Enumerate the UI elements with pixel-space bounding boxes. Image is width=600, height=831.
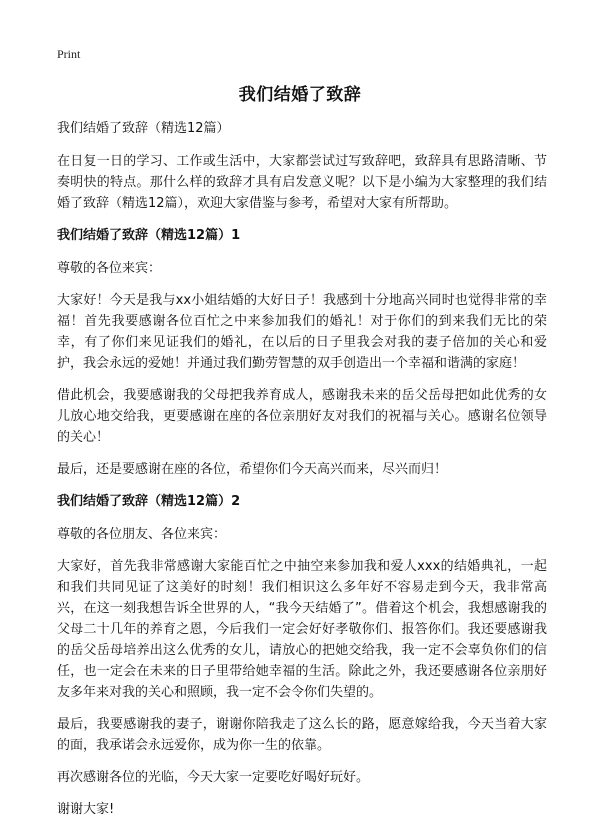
section-1-paragraph: 最后，还是要感谢在座的各位，希望你们今天高兴而来，尽兴而归！ xyxy=(57,462,448,477)
intro-paragraph: 在日复一日的学习、工作或生活中，大家都尝试过写致辞吧，致辞具有思路清晰、节奏明快的特点。那什么样的致辞才具有启发意义呢？以下是小编为大家整理的我们结婚了致辞（精选12篇），欢迎大家借鉴与参考，希望对大家有所帮助。 xyxy=(57,154,547,211)
section-2-paragraph: 大家好，首先我非常感谢大家能百忙之中抽空来参加我和爱人xxx的结婚典礼，一起和我们共同见证了这美好的时刻！我们相识这么多年好不容易走到今天，我非常高兴，在这一刻我想告诉全世界的人，“我今天结婚了”。借着这个机会，我想感谢我的父母二十几年的养育之恩，今后我们一定会好好孝敬你们、报答你们。我还要感谢我的岳父岳母培养出这么优秀的女儿，请放心的把她交给我，我一定不会辜负你们的信任，也一定会在未来的日子里带给她幸福的生活。除此之外，我还要感谢各位亲朋好友多年来对我的关心和照顾，我一定不会令你们失望的。 xyxy=(57,559,547,700)
section-2-paragraph: 谢谢大家! xyxy=(57,802,115,817)
section-2-paragraph: 再次感谢各位的光临，今天大家一定要吃好喝好玩好。 xyxy=(57,770,370,785)
section-1-paragraph: 大家好！今天是我与xx小姐结婚的大好日子！我感到十分地高兴同时也觉得非常的幸福！首先我要感谢各位百忙之中来参加我们的婚礼！对于你们的到来我们无比的荣幸，有了你们来见证我们的婚礼，在以后的日子里我会对我的妻子倍加的关心和爱护，我会永远的爱她！并通过我们勤劳智慧的双手创造出一个幸福和谐满的家庭！ xyxy=(57,293,547,371)
section-2-paragraph: 最后，我要感谢我的妻子，谢谢你陪我走了这么长的路，愿意嫁给我，今天当着大家的面，我承诺会永远爱你，成为你一生的依靠。 xyxy=(57,717,547,753)
print-link[interactable]: Print xyxy=(57,47,81,61)
section-heading-1: 我们结婚了致辞（精选12篇）1 xyxy=(57,228,241,243)
section-1-paragraph: 借此机会，我要感谢我的父母把我养育成人，感谢我未来的岳父岳母把如此优秀的女儿放心地交给我，更要感谢在座的各位亲朋好友对我们的祝福与关心。感谢名位领导的关心！ xyxy=(57,388,547,445)
article-body xyxy=(57,118,547,831)
page-title: 我们结婚了致辞 xyxy=(238,85,362,105)
section-2-greeting: 尊敬的各位朋友、各位来宾： xyxy=(57,527,227,542)
article-subtitle: 我们结婚了致辞（精选12篇） xyxy=(57,121,230,136)
section-1-greeting: 尊敬的各位来宾： xyxy=(57,261,162,276)
section-heading-2: 我们结婚了致辞（精选12篇）2 xyxy=(57,494,241,509)
